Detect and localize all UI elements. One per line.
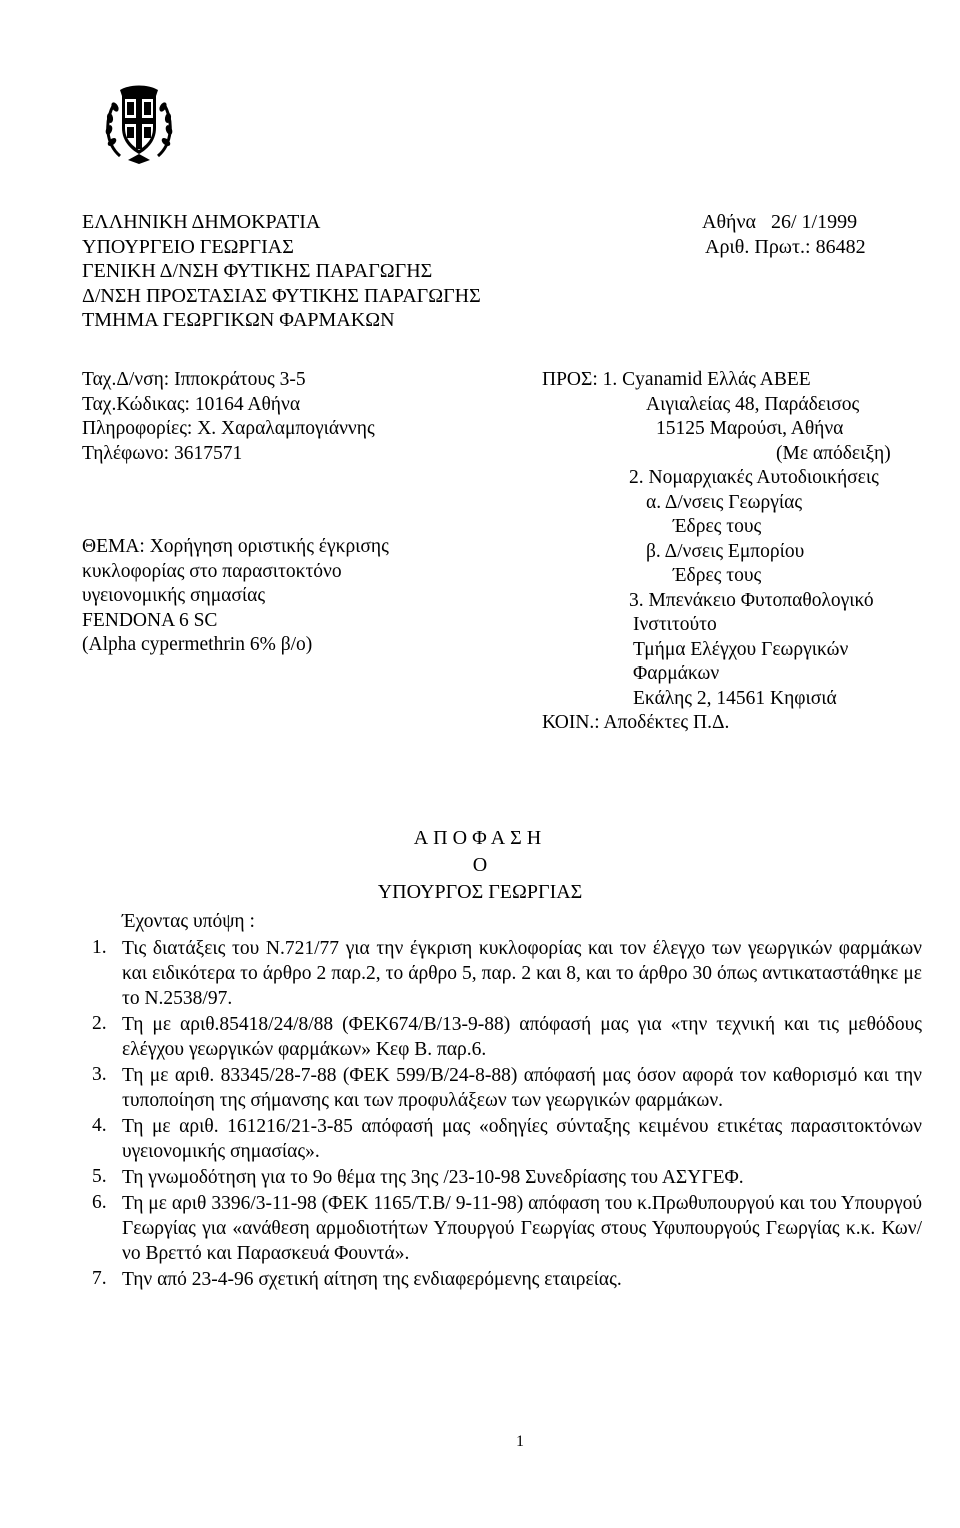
recipient-line: ΠΡΟΣ: 1. Cyanamid Ελλάς ΑΒΕΕ — [542, 369, 811, 390]
ministry-line: Δ/ΝΣΗ ΠΡΟΣΤΑΣΙΑΣ ΦΥΤΙΚΗΣ ΠΑΡΑΓΩΓΗΣ — [82, 284, 481, 307]
recipients — [542, 368, 891, 736]
item-text: Τη γνωμοδότηση για το 9ο θέμα της 3ης /23-10-98 Συνεδρίασης του ΑΣΥΓΕΦ. — [122, 1167, 744, 1188]
sender-address: Ταχ.Δ/νση: Ιπποκράτους 3-5 — [82, 369, 306, 390]
recipient-line: Έδρες τους — [673, 516, 762, 537]
considerations-list — [92, 936, 922, 1293]
list-item — [92, 1191, 922, 1266]
subject-line: κυκλοφορίας στο παρασιτοκτόνο — [82, 560, 342, 582]
decision-heading — [0, 825, 960, 906]
recipient-line: Έδρες τους — [673, 565, 762, 586]
item-text: Τις διατάξεις του Ν.721/77 για την έγκριση κυκλοφορίας και τον έλεγχο των γεωργικών φαρμάκων και ειδικότερα το άρθρο 2 παρ.2, το άρθρο 5, παρ. 2 και 8, και το άρθρο 30 όπως αντικαταστάθηκε με το Ν.2538/97. — [122, 938, 922, 1009]
subject-line: ΘΕΜΑ: Χορήγηση οριστικής έγκρισης — [82, 536, 389, 557]
decision-article: Ο — [472, 854, 488, 876]
ministry-line: ΥΠΟΥΡΓΕΙΟ ΓΕΩΡΓΙΑΣ — [82, 235, 294, 258]
decision-title: ΑΠΟΦΑΣΗ — [413, 827, 547, 849]
item-number: 4. — [92, 1115, 107, 1136]
subject-line: FENDONA 6 SC — [82, 609, 218, 631]
recipient-line: α. Δ/νσεις Γεωργίας — [646, 491, 803, 513]
ministry-line: ΤΜΗΜΑ ΓΕΩΡΓΙΚΩΝ ΦΑΡΜΑΚΩΝ — [82, 309, 395, 331]
ministry-line: ΕΛΛΗΝΙΚΗ ΔΗΜΟΚΡΑΤΙΑ — [82, 211, 321, 233]
list-item — [92, 1063, 922, 1113]
recipient-line: Ινστιτούτο — [633, 614, 717, 635]
page-number: 1 — [516, 1433, 524, 1450]
item-text: Την από 23-4-96 σχετική αίτηση της ενδιαφερόμενης εταιρείας. — [122, 1269, 622, 1290]
greek-coat-of-arms-icon — [100, 84, 178, 166]
protocol-number: Αριθ. Πρωτ.: 86482 — [705, 235, 866, 258]
recipient-line: 15125 Μαρούσι, Αθήνα — [656, 418, 844, 439]
document-date: Αθήνα 26/ 1/1999 — [702, 211, 858, 233]
item-number: 1. — [92, 937, 107, 958]
subject-line: (Alpha cypermethrin 6% β/ο) — [82, 634, 313, 655]
list-item — [92, 1012, 922, 1062]
decision-authority: ΥΠΟΥΡΓΟΣ ΓΕΩΡΓΙΑΣ — [377, 881, 583, 903]
item-number: 2. — [92, 1013, 107, 1034]
list-item — [92, 936, 922, 1011]
sender-postcode: Ταχ.Κώδικας: 10164 Αθήνα — [82, 393, 301, 415]
item-text: Τη με αριθ. 161216/21-3-85 απόφασή μας «οδηγίες σύνταξης κειμένου ετικέτας παρασιτοκτόνων υγειονομικής σημασίας». — [122, 1116, 922, 1162]
list-item — [92, 1114, 922, 1164]
list-item — [92, 1165, 922, 1190]
recipient-line: 2. Νομαρχιακές Αυτοδιοικήσεις — [629, 467, 879, 488]
item-text: Τη με αριθ.85418/24/8/88 (ΦΕΚ674/Β/13-9-88) απόφασή μας για «την τεχνική και τις μεθόδους ελέγχου γεωργικών φαρμάκων» Κεφ Β. παρ.6. — [122, 1014, 922, 1060]
sender-contact: Πληροφορίες: Χ. Χαραλαμπογιάννης — [82, 418, 375, 439]
item-number: 3. — [92, 1064, 107, 1085]
recipient-line: Εκάλης 2, 14561 Κηφισιά — [633, 687, 837, 709]
ministry-line: ΓΕΝΙΚΗ Δ/ΝΣΗ ΦΥΤΙΚΗΣ ΠΑΡΑΓΩΓΗΣ — [82, 260, 433, 282]
sender-phone: Τηλέφωνο: 3617571 — [82, 442, 243, 464]
recipient-cc: ΚΟΙΝ.: Αποδέκτες Π.Δ. — [542, 712, 730, 733]
recipient-line: Τμήμα Ελέγχου Γεωργικών — [633, 638, 849, 660]
item-text: Τη με αριθ 3396/3-11-98 (ΦΕΚ 1165/Τ.Β/ 9-11-98) απόφαση του κ.Πρωθυπουργού και του Υπουργού Γεωργίας για «ανάθεση αρμοδιοτήτων Υπουργού Γεωργίας στους Υφυπουργούς Γεωργίας κ.κ. Κων/νο Βρεττό και Παρασκευά Φουντά». — [122, 1193, 922, 1264]
item-number: 5. — [92, 1166, 107, 1187]
recipient-line: Φαρμάκων — [633, 663, 720, 684]
recipient-line: 3. Μπενάκειο Φυτοπαθολογικό — [629, 589, 874, 611]
ministry-header — [82, 210, 481, 333]
list-item — [92, 1267, 922, 1292]
considering-label: Έχοντας υπόψη : — [122, 911, 255, 932]
item-number: 7. — [92, 1268, 107, 1289]
recipient-line: (Με απόδειξη) — [776, 442, 891, 464]
subject — [82, 535, 389, 658]
subject-line: υγειονομικής σημασίας — [82, 585, 266, 606]
recipient-line: Αιγιαλείας 48, Παράδεισος — [646, 393, 860, 415]
date-protocol — [702, 210, 866, 259]
recipient-line: β. Δ/νσεις Εμπορίου — [646, 540, 805, 562]
sender-info — [82, 368, 375, 466]
item-text: Τη με αριθ. 83345/28-7-88 (ΦΕΚ 599/Β/24-8-88) απόφασή μας όσον αφορά τον καθορισμό και την τυποποίηση της σήμανσης και των προφυλάξεων των γεωργικών φαρμάκων. — [122, 1065, 922, 1111]
item-number: 6. — [92, 1192, 107, 1213]
